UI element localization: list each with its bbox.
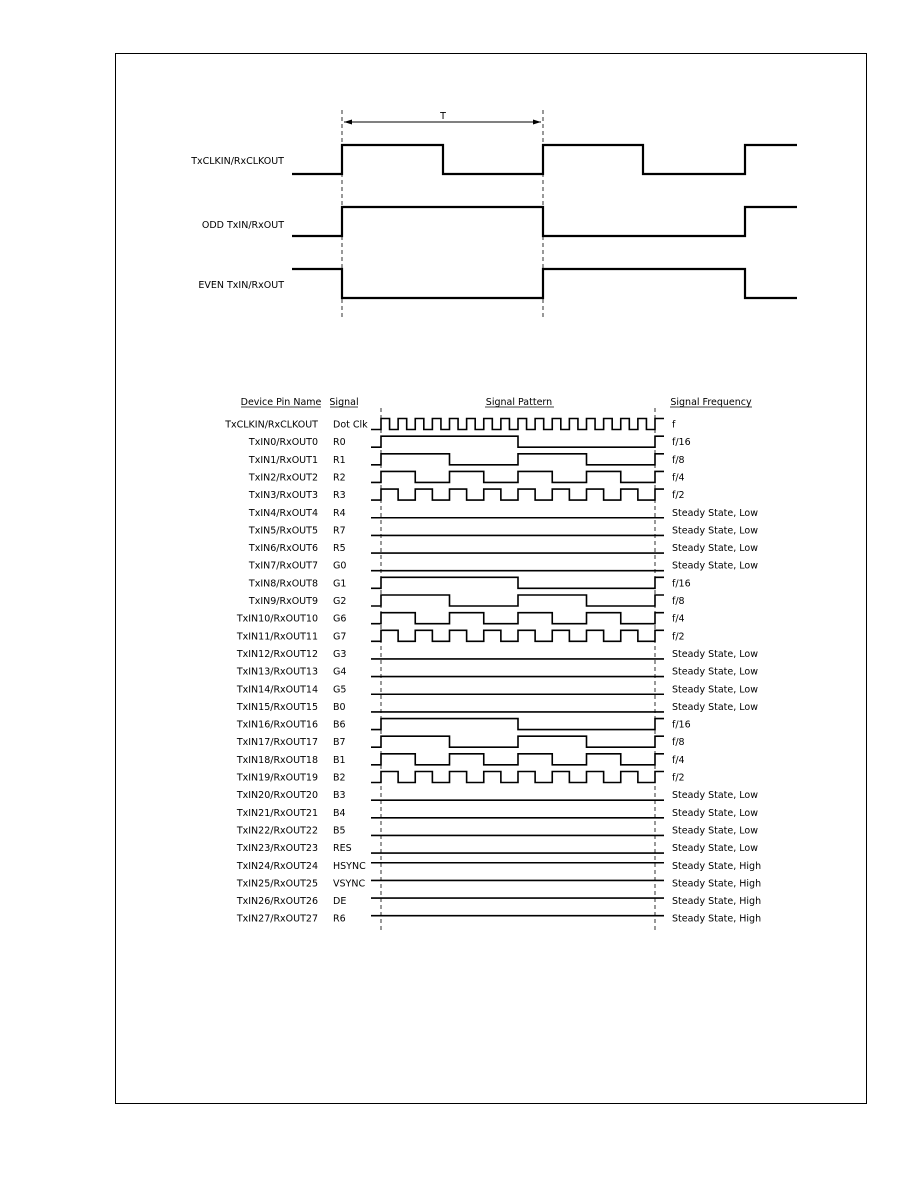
pin-name: TxIN18/RxOUT18	[236, 754, 318, 766]
signal-name: RES	[333, 843, 352, 855]
top-signal-label-clock: TxCLKIN/RxCLKOUT	[191, 156, 284, 167]
pattern-table-rows	[224, 419, 761, 925]
pin-name: TxIN17/RxOUT17	[236, 737, 318, 749]
signal-frequency: Steady State, Low	[672, 525, 758, 537]
pin-name: TxIN6/RxOUT6	[248, 543, 318, 555]
pin-name: TxIN26/RxOUT26	[236, 896, 318, 908]
signal-name: G5	[333, 684, 347, 696]
pin-name: TxIN27/RxOUT27	[236, 913, 318, 925]
signal-name: R6	[333, 913, 346, 925]
top-even-waveform	[292, 269, 797, 298]
signal-name: G6	[333, 613, 347, 625]
signal-waveform	[371, 419, 664, 430]
signal-waveform	[371, 719, 664, 730]
pin-name: TxIN19/RxOUT19	[236, 772, 318, 784]
signal-frequency: f/8	[672, 596, 685, 607]
pin-name: TxIN0/RxOUT0	[248, 437, 318, 449]
pin-name: TxIN1/RxOUT1	[248, 454, 318, 466]
period-label: T	[440, 111, 446, 122]
top-timing-diagram	[190, 110, 797, 318]
pin-name: TxIN11/RxOUT11	[236, 631, 318, 643]
signal-waveform	[371, 754, 664, 765]
signal-name: R1	[333, 454, 346, 466]
signal-name: B1	[333, 754, 346, 766]
signal-name: R2	[333, 472, 346, 484]
pin-name: TxIN25/RxOUT25	[236, 878, 318, 890]
signal-name: B4	[333, 807, 346, 819]
signal-frequency: f/2	[672, 772, 685, 784]
pin-name: TxIN7/RxOUT7	[248, 560, 318, 572]
signal-name: B3	[333, 790, 346, 802]
signal-frequency: Steady State, Low	[672, 790, 758, 802]
signal-frequency: Steady State, High	[672, 913, 762, 925]
pin-name: TxIN20/RxOUT20	[236, 790, 318, 802]
signal-waveform	[371, 772, 664, 783]
signal-name: VSYNC	[333, 878, 366, 890]
signal-frequency: f/8	[672, 737, 685, 749]
signal-waveform	[371, 471, 664, 482]
pin-name: TxIN15/RxOUT15	[236, 701, 318, 713]
signal-name: DE	[333, 896, 347, 908]
signal-waveform	[371, 454, 664, 465]
signal-name: G4	[333, 666, 347, 678]
signal-waveform	[371, 630, 664, 641]
signal-frequency: Steady State, Low	[672, 543, 758, 555]
pin-name: TxIN5/RxOUT5	[248, 525, 318, 537]
signal-name: G7	[333, 631, 347, 643]
signal-frequency: Steady State, Low	[672, 666, 758, 678]
signal-name: G2	[333, 596, 347, 607]
signal-name: B0	[333, 701, 346, 713]
top-signal-label-odd: ODD TxIN/RxOUT	[201, 220, 284, 231]
signal-name: HSYNC	[333, 860, 366, 872]
pin-name: TxIN21/RxOUT21	[236, 807, 318, 819]
pin-name: TxCLKIN/RxCLKOUT	[225, 419, 318, 431]
period-arrow	[344, 111, 541, 125]
signal-frequency: Steady State, Low	[672, 684, 758, 696]
pin-name: TxIN14/RxOUT14	[236, 684, 318, 696]
pin-name: TxIN24/RxOUT24	[236, 860, 318, 872]
signal-name: Dot Clk	[333, 419, 368, 431]
header-signal: Signal	[329, 397, 359, 408]
signal-frequency: f/4	[672, 472, 685, 484]
pin-name: TxIN3/RxOUT3	[248, 490, 318, 502]
signal-frequency: Steady State, Low	[672, 701, 758, 713]
signal-frequency: f/4	[672, 754, 685, 766]
signal-frequency: f/16	[672, 578, 691, 590]
pin-name: TxIN10/RxOUT10	[236, 613, 318, 625]
signal-name: R7	[333, 525, 346, 537]
signal-frequency: Steady State, High	[672, 860, 762, 872]
signal-name: B5	[333, 825, 346, 837]
signal-frequency: f	[672, 419, 676, 431]
signal-name: G3	[333, 648, 347, 660]
signal-frequency: f/16	[672, 437, 691, 449]
signal-frequency: Steady State, High	[672, 896, 762, 908]
pin-name: TxIN2/RxOUT2	[248, 472, 318, 484]
signal-name: G1	[333, 578, 347, 590]
header-signal-frequency: Signal Frequency	[670, 397, 752, 408]
signal-frequency: Steady State, Low	[672, 825, 758, 837]
signal-frequency: f/4	[672, 613, 685, 625]
signal-frequency: f/16	[672, 719, 691, 731]
signal-name: B6	[333, 719, 346, 731]
header-pin-name: Device Pin Name	[240, 397, 322, 408]
signal-waveform	[371, 577, 664, 588]
signal-frequency: f/2	[672, 490, 685, 502]
signal-name: B2	[333, 772, 346, 784]
signal-waveform	[371, 489, 664, 500]
header-signal-pattern: Signal Pattern	[485, 397, 553, 408]
signal-frequency: f/8	[672, 454, 685, 466]
signal-name: R5	[333, 543, 346, 555]
pin-name: TxIN23/RxOUT23	[236, 843, 318, 855]
signal-name: R0	[333, 437, 346, 449]
signal-waveform	[371, 736, 664, 747]
pin-name: TxIN12/RxOUT12	[236, 648, 318, 660]
signal-waveform	[371, 595, 664, 606]
signal-name: B7	[333, 737, 346, 749]
signal-name: R3	[333, 490, 346, 502]
pin-name: TxIN8/RxOUT8	[248, 578, 318, 590]
signal-frequency: Steady State, Low	[672, 648, 758, 660]
signal-frequency: Steady State, Low	[672, 807, 758, 819]
signal-frequency: Steady State, Low	[672, 507, 758, 519]
signal-waveform	[371, 436, 664, 447]
signal-frequency: Steady State, High	[672, 878, 762, 890]
signal-waveform	[371, 613, 664, 624]
top-odd-waveform	[292, 207, 797, 236]
signal-frequency: Steady State, Low	[672, 560, 758, 572]
top-signal-label-even: EVEN TxIN/RxOUT	[198, 280, 284, 291]
pin-name: TxIN9/RxOUT9	[248, 596, 318, 607]
pattern-table-headers	[241, 397, 752, 408]
signal-frequency: Steady State, Low	[672, 843, 758, 855]
pin-name: TxIN22/RxOUT22	[236, 825, 318, 837]
top-clock-waveform	[292, 145, 797, 174]
pin-name: TxIN4/RxOUT4	[248, 507, 318, 519]
signal-frequency: f/2	[672, 631, 685, 643]
pin-name: TxIN16/RxOUT16	[236, 719, 318, 731]
signal-name: R4	[333, 507, 346, 519]
pin-name: TxIN13/RxOUT13	[236, 666, 318, 678]
signal-name: G0	[333, 560, 347, 572]
